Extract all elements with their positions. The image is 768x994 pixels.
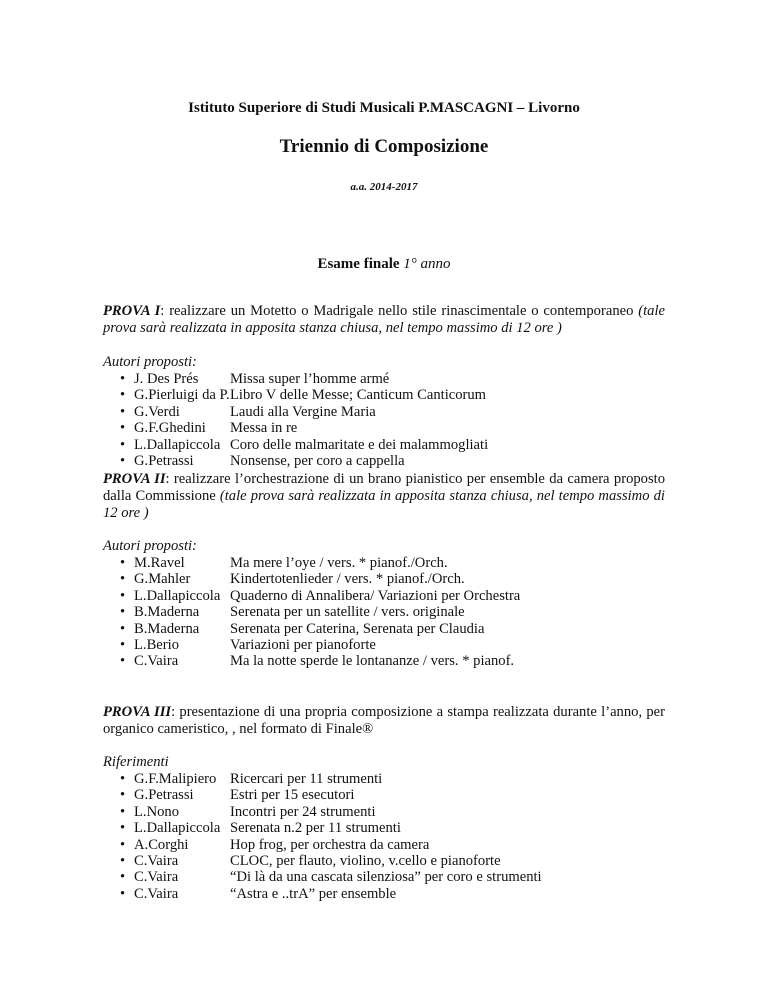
author-name: J. Des Prés xyxy=(134,371,199,387)
work-title: Serenata per Caterina, Serenata per Claudia xyxy=(230,620,485,637)
work-title: Libro V delle Messe; Canticum Canticorum xyxy=(230,387,487,404)
list-item xyxy=(120,853,680,869)
list-item xyxy=(120,837,680,853)
author-name: M.Ravel xyxy=(134,555,185,571)
author-name: G.F.Ghedini xyxy=(134,420,206,437)
bullet-icon: • xyxy=(120,869,126,886)
list-item xyxy=(120,571,680,587)
bullet-icon: • xyxy=(120,803,126,820)
bullet-icon: • xyxy=(120,452,126,469)
course-title: Triennio di Composizione xyxy=(279,136,489,157)
prova3-list xyxy=(120,771,680,902)
prova2-label: PROVA II xyxy=(103,471,166,487)
list-item xyxy=(120,604,680,620)
bullet-icon: • xyxy=(120,885,126,902)
bullet-icon: • xyxy=(120,620,126,637)
exam-heading-bold: Esame finale xyxy=(317,256,400,272)
work-title: Hop frog, per orchestra da camera xyxy=(230,836,430,853)
list-item xyxy=(120,437,680,453)
prova1-list xyxy=(120,371,680,469)
list-item xyxy=(120,787,680,803)
bullet-icon: • xyxy=(120,653,126,670)
list-item xyxy=(120,820,680,836)
list-item xyxy=(120,555,680,571)
prova3-label: PROVA III xyxy=(103,704,172,720)
list-item xyxy=(120,453,680,469)
exam-heading xyxy=(0,256,768,273)
bullet-icon: • xyxy=(120,636,126,653)
prova1-note: (tale prova sarà realizzata in apposita stanza chiusa, nel tempo massimo di 12 ore ) xyxy=(103,303,665,336)
prova3-text: : presentazione di una propria composizione a stampa realizzata durante l’anno, per organico cameristico, , nel formato di Finale® xyxy=(103,704,665,737)
work-title: “Di là da una cascata silenziosa” per coro e strumenti xyxy=(230,869,542,886)
work-title: Variazioni per pianoforte xyxy=(230,636,376,653)
prova3-paragraph xyxy=(103,704,665,738)
author-name: L.Nono xyxy=(134,803,179,820)
prova2-paragraph xyxy=(103,471,665,522)
author-name: G.Pierluigi da P. xyxy=(134,387,230,404)
work-title: Nonsense, per coro a cappella xyxy=(230,452,405,469)
prova2-list xyxy=(120,555,680,670)
author-name: G.F.Malipiero xyxy=(134,771,217,787)
work-title: “Astra e ..trA” per ensemble xyxy=(230,885,397,902)
list-item xyxy=(120,637,680,653)
work-title: Incontri per 24 strumenti xyxy=(230,803,376,820)
author-name: L.Dallapiccola xyxy=(134,436,221,453)
author-name: A.Corghi xyxy=(134,836,189,853)
exam-heading-italic: 1° anno xyxy=(403,256,451,272)
work-title: Quaderno di Annalibera/ Variazioni per Orchestra xyxy=(230,587,521,604)
bullet-icon: • xyxy=(120,403,126,420)
author-name: L.Dallapiccola xyxy=(134,820,221,837)
author-name: G.Petrassi xyxy=(134,787,194,804)
list-item xyxy=(120,621,680,637)
work-title: Missa super l’homme armé xyxy=(230,371,390,387)
author-name: L.Berio xyxy=(134,636,179,653)
prova2-text: : realizzare l’orchestrazione di un brano pianistico per ensemble da camera proposto dalla Commissione xyxy=(103,471,665,504)
list-item xyxy=(120,387,680,403)
prova1-text: : realizzare un Motetto o Madrigale nello stile rinascimentale o contemporaneo xyxy=(160,303,639,319)
author-name: C.Vaira xyxy=(134,852,179,869)
bullet-icon: • xyxy=(120,555,126,571)
prova1-label: PROVA I xyxy=(103,303,161,319)
work-title: CLOC, per flauto, violino, v.cello e pianoforte xyxy=(230,852,501,869)
bullet-icon: • xyxy=(120,420,126,437)
bullet-icon: • xyxy=(120,604,126,621)
list-item xyxy=(120,371,680,387)
work-title: Coro delle malmaritate e dei malammogliati xyxy=(230,436,489,453)
bullet-icon: • xyxy=(120,836,126,853)
work-title: Laudi alla Vergine Maria xyxy=(230,403,376,420)
author-name: C.Vaira xyxy=(134,869,179,886)
author-name: G.Petrassi xyxy=(134,452,194,469)
bullet-icon: • xyxy=(120,371,126,387)
list-item xyxy=(120,886,680,902)
bullet-icon: • xyxy=(120,820,126,837)
list-item xyxy=(120,653,680,669)
bullet-icon: • xyxy=(120,852,126,869)
list-item xyxy=(120,869,680,885)
bullet-icon: • xyxy=(120,787,126,804)
list-item xyxy=(120,588,680,604)
work-title: Kindertotenlieder / vers. * pianof./Orch. xyxy=(230,571,465,588)
list-item xyxy=(120,404,680,420)
list-item xyxy=(120,804,680,820)
author-name: G.Verdi xyxy=(134,403,180,420)
prova2-note: (tale prova sarà realizzata in apposita stanza chiusa, nel tempo massimo di 12 ore ) xyxy=(103,488,665,521)
work-title: Messa in re xyxy=(230,420,298,437)
author-name: C.Vaira xyxy=(134,653,179,670)
list-item xyxy=(120,420,680,436)
work-title: Ricercari per 11 strumenti xyxy=(230,771,383,787)
bullet-icon: • xyxy=(120,387,126,404)
institute-title: Istituto Superiore di Studi Musicali P.MASCAGNI – Livorno xyxy=(188,100,580,116)
bullet-icon: • xyxy=(120,571,126,588)
bullet-icon: • xyxy=(120,436,126,453)
bullet-icon: • xyxy=(120,587,126,604)
academic-year: a.a. 2014-2017 xyxy=(350,181,418,193)
list-item xyxy=(120,771,680,787)
prova1-list-heading: Autori proposti: xyxy=(103,354,197,370)
bullet-icon: • xyxy=(120,771,126,787)
author-name: B.Maderna xyxy=(134,620,200,637)
author-name: L.Dallapiccola xyxy=(134,587,221,604)
prova3-list-heading: Riferimenti xyxy=(103,754,169,770)
work-title: Serenata n.2 per 11 strumenti xyxy=(230,820,401,837)
work-title: Serenata per un satellite / vers. originale xyxy=(230,604,465,621)
work-title: Ma mere l’oye / vers. * pianof./Orch. xyxy=(230,555,448,571)
author-name: C.Vaira xyxy=(134,885,179,902)
author-name: G.Mahler xyxy=(134,571,191,588)
work-title: Ma la notte sperde le lontananze / vers. * pianof. xyxy=(230,653,515,670)
work-title: Estri per 15 esecutori xyxy=(230,787,355,804)
prova1-paragraph xyxy=(103,303,665,337)
author-name: B.Maderna xyxy=(134,604,200,621)
prova2-list-heading: Autori proposti: xyxy=(103,538,197,554)
